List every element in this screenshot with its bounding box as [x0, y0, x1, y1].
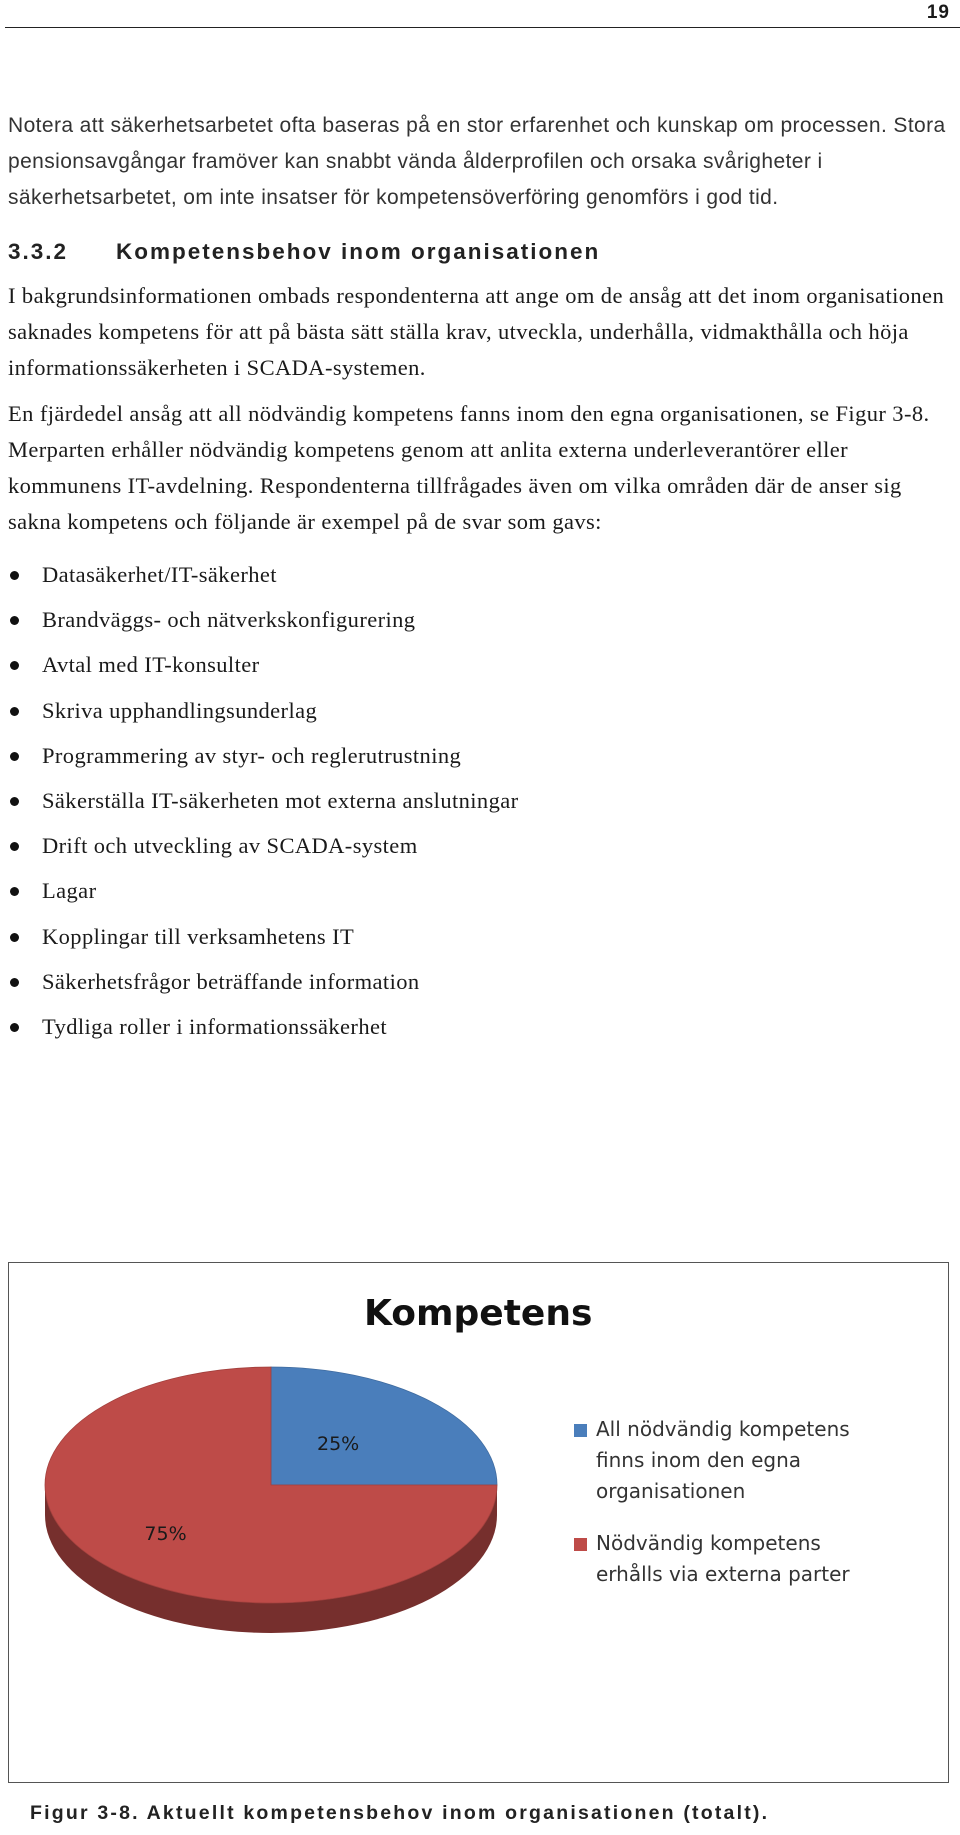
- bullet-icon: [10, 978, 19, 987]
- legend-label: Nödvändig kompetens: [596, 1531, 821, 1555]
- bullet-icon: [10, 707, 19, 716]
- data-label-internal: 25%: [317, 1432, 360, 1455]
- bullet-icon: [10, 661, 19, 670]
- bullet-icon: [10, 933, 19, 942]
- section-heading: [8, 239, 953, 265]
- header-rule: [5, 27, 960, 28]
- paragraph-findings: En fjärdedel ansåg att all nödvändig kompetens fanns inom den egna organisationen, se Figur 3-8. Merparten erhåller nödvändig kompetens genom att anlita externa underleverantörer eller kommunens IT-avdelning. Respondenterna tillfrågades även om vilka områden där de anser sig sakna kompetens och följande är exempel på de svar som gavs:: [8, 401, 930, 534]
- chart-title: Kompetens: [364, 1293, 593, 1334]
- list-item: Tydliga roller i informationssäkerhet: [8, 1004, 953, 1049]
- section-title: Kompetensbehov inom organisationen: [116, 239, 601, 264]
- list-item: Datasäkerhet/IT-säkerhet: [8, 552, 953, 597]
- section-number: 3.3.2: [8, 239, 69, 264]
- legend-key-external: [574, 1538, 587, 1551]
- bullet-icon: [10, 616, 19, 625]
- legend-label: erhålls via externa parter: [596, 1562, 850, 1586]
- bullet-icon: [10, 887, 19, 896]
- bullet-icon: [10, 571, 19, 580]
- pie-slice-internal: [271, 1367, 497, 1485]
- list-item: Brandväggs- och nätverkskonfigurering: [8, 597, 953, 642]
- legend-label: organisationen: [596, 1479, 746, 1503]
- legend-key-internal: [574, 1424, 587, 1437]
- list-item: Kopplingar till verksamhetens IT: [8, 914, 953, 959]
- list-item: Avtal med IT-konsulter: [8, 642, 953, 687]
- list-item: Säkerhetsfrågor beträffande information: [8, 959, 953, 1004]
- list-item: Skriva upphandlingsunderlag: [8, 688, 953, 733]
- document-body: [8, 108, 953, 1049]
- bullet-icon: [10, 752, 19, 761]
- list-item: Lagar: [8, 868, 953, 913]
- page-number: 19: [926, 2, 950, 23]
- bullet-icon: [10, 1023, 19, 1032]
- competence-list: [8, 552, 953, 1049]
- intro-paragraph: Notera att säkerhetsarbetet ofta baseras på en stor erfarenhet och kunskap om processen. Stora pensionsavgångar framöver kan snabbt vända ålderprofilen och orsaka svårigheter i säkerhetsarbetet, om inte insatser för kompetensöverföring genomförs i god tid.: [8, 114, 946, 209]
- bullet-icon: [10, 842, 19, 851]
- list-item: Säkerställa IT-säkerheten mot externa anslutningar: [8, 778, 953, 823]
- legend-label: All nödvändig kompetens: [596, 1417, 850, 1441]
- legend-label: finns inom den egna: [596, 1448, 801, 1472]
- list-item: Programmering av styr- och reglerutrustning: [8, 733, 953, 778]
- pie-chart: [9, 1263, 947, 1781]
- bullet-icon: [10, 797, 19, 806]
- figure-caption: Figur 3-8. Aktuellt kompetensbehov inom organisationen (totalt).: [30, 1802, 770, 1824]
- list-item: Drift och utveckling av SCADA-system: [8, 823, 953, 868]
- data-label-external: 75%: [144, 1523, 187, 1546]
- paragraph-background: I bakgrundsinformationen ombads respondenterna att ange om de ansåg att det inom organisationen saknades kompetens för att på bästa sätt ställa krav, utveckla, underhålla, vidmakthålla och höja informationssäkerheten i SCADA-systemen.: [8, 283, 945, 380]
- pie-chart-figure: [8, 1262, 949, 1783]
